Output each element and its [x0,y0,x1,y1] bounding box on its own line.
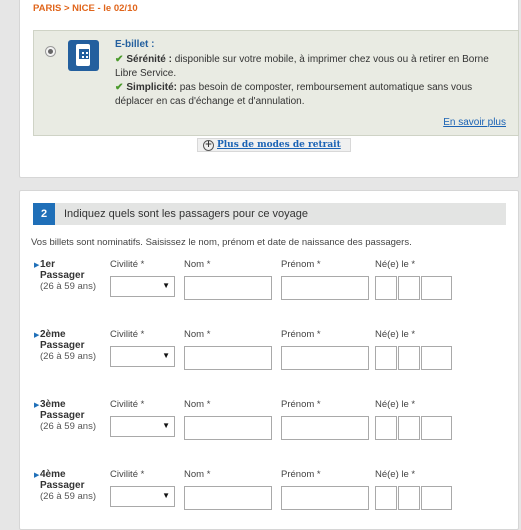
nom-input[interactable] [184,486,272,510]
nom-input[interactable] [184,416,272,440]
dob-year-input[interactable] [421,416,452,440]
civilite-label: Civilité * [110,259,145,270]
ebillet-option[interactable] [33,30,519,136]
dropdown-arrow-icon: ▼ [162,491,170,500]
dob-label: Né(e) le * [375,399,416,410]
nom-label: Nom * [184,399,211,410]
arrow-right-icon: ▶ [34,332,40,339]
step-intro: Vos billets sont nominatifs. Saisissez le nom, prénom et date de naissance des passagers. [31,237,412,248]
step-title: Indiquez quels sont les passagers pour ce voyage [64,208,308,220]
checkmark-icon: ✔ [115,82,124,93]
civilite-select[interactable] [110,346,175,367]
civilite-select[interactable] [110,276,175,297]
nom-input[interactable] [184,276,272,300]
dob-label: Né(e) le * [375,329,416,340]
civilite-select[interactable] [110,486,175,507]
dropdown-arrow-icon: ▼ [162,421,170,430]
passenger-label: 1er Passager (26 à 59 ans) [40,259,96,292]
dob-day-input[interactable] [375,276,397,300]
passenger-label: 2ème Passager (26 à 59 ans) [40,329,96,362]
dropdown-arrow-icon: ▼ [162,281,170,290]
prenom-label: Prénom * [281,469,321,480]
civilite-select[interactable] [110,416,175,437]
prenom-input[interactable] [281,346,369,370]
dob-month-input[interactable] [398,416,420,440]
dob-year-input[interactable] [421,346,452,370]
dob-label: Né(e) le * [375,259,416,270]
passenger-row [20,399,520,459]
more-modes-button[interactable] [197,138,351,152]
prenom-input[interactable] [281,486,369,510]
ebillet-bullet-serenite: ✔ Sérénité : disponible sur votre mobile, à imprimer chez vous ou à retirer en Borne Libre Service. [115,54,489,79]
arrow-right-icon: ▶ [34,402,40,409]
nom-input[interactable] [184,346,272,370]
prenom-label: Prénom * [281,259,321,270]
dob-year-input[interactable] [421,486,452,510]
nom-label: Nom * [184,469,211,480]
dob-month-input[interactable] [398,486,420,510]
passenger-row [20,329,520,389]
prenom-input[interactable] [281,416,369,440]
route-title: PARIS > NICE - le 02/10 [33,3,138,14]
arrow-right-icon: ▶ [34,262,40,269]
nom-label: Nom * [184,259,211,270]
arrow-right-icon: ▶ [34,472,40,479]
passengers-card [19,190,519,530]
more-modes-label: Plus de modes de retrait [217,140,341,150]
dob-day-input[interactable] [375,416,397,440]
prenom-label: Prénom * [281,329,321,340]
civilite-label: Civilité * [110,329,145,340]
civilite-label: Civilité * [110,399,145,410]
dob-label: Né(e) le * [375,469,416,480]
retrait-card [19,0,519,178]
checkmark-icon: ✔ [115,54,124,65]
dob-month-input[interactable] [398,346,420,370]
ebillet-title: E-billet : [115,39,155,50]
step-number: 2 [33,203,55,225]
dob-day-input[interactable] [375,346,397,370]
en-savoir-plus-link[interactable]: En savoir plus [443,117,506,128]
plus-circle-icon: + [204,140,213,150]
civilite-label: Civilité * [110,469,145,480]
mobile-qr-icon [68,40,99,71]
passenger-label: 4ème Passager (26 à 59 ans) [40,469,96,502]
prenom-label: Prénom * [281,399,321,410]
ebillet-radio[interactable] [45,46,56,57]
passenger-label: 3ème Passager (26 à 59 ans) [40,399,96,432]
step-header [33,203,506,225]
passenger-row [20,259,520,319]
dropdown-arrow-icon: ▼ [162,351,170,360]
passenger-row [20,469,520,529]
dob-month-input[interactable] [398,276,420,300]
nom-label: Nom * [184,329,211,340]
ebillet-bullet-simplicite: ✔ Simplicité: pas besoin de composter, remboursement automatique sans vous déplacer en cas d'échange et d'annulation. [115,82,473,107]
prenom-input[interactable] [281,276,369,300]
dob-day-input[interactable] [375,486,397,510]
dob-year-input[interactable] [421,276,452,300]
